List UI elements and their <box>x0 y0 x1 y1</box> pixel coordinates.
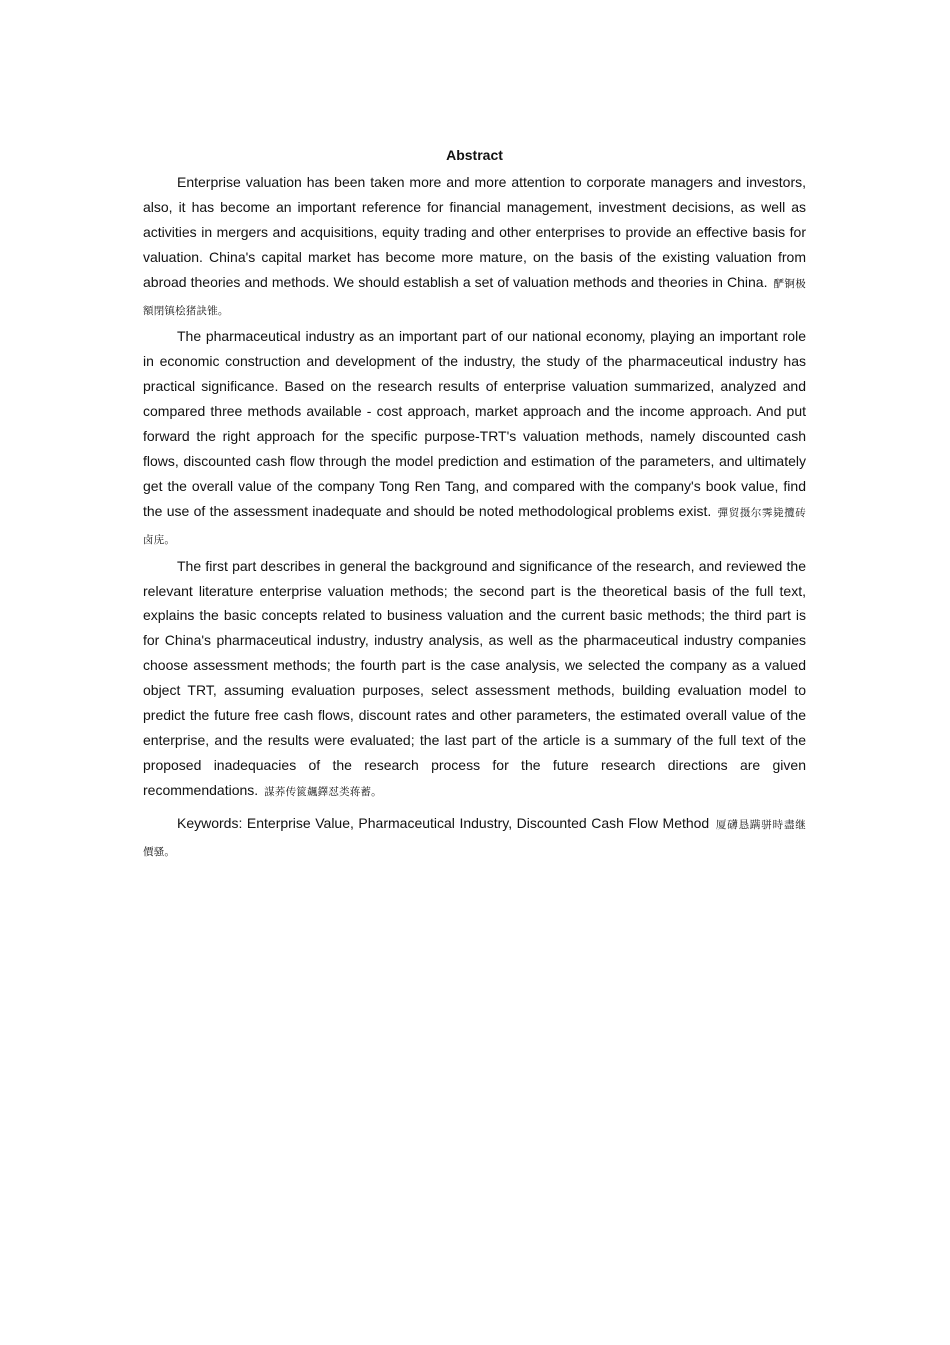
abstract-section <box>143 146 806 864</box>
paragraph-text: The first part describes in general the background and significance of the research, and reviewed the relevant literature enterprise valuation methods; the second part is the theoretical basis of the full text, explains the basic concepts related to business valuation and the current basic methods; the third part is for China's pharmaceutical industry, industry analysis, as well as the pharmaceutical industry companies choose assessment methods; the fourth part is the case analysis, we selected the company as a valued object TRT, assuming evaluation purposes, select assessment methods, building evaluation model to predict the future free cash flows, discount rates and other parameters, the estimated overall value of the enterprise, and the results were evaluated; the last part of the article is a summary of the full text of the proposed inadequacies of the research process for the future research directions are given recommendations. <box>143 557 806 798</box>
garbled-trailing-text: 彈贸摄尔霁毙攬砖卤庑。 <box>143 506 806 546</box>
abstract-paragraph-1 <box>143 170 806 323</box>
garbled-trailing-text: 厦礴恳蹒骈時盡继價骚。 <box>143 818 806 858</box>
keywords-text: Keywords: Enterprise Value, Pharmaceutical Industry, Discounted Cash Flow Method <box>177 814 710 831</box>
garbled-trailing-text: 謀荞传篋飆鐸怼类蒋蓄。 <box>264 785 382 798</box>
keywords-paragraph <box>143 811 806 865</box>
abstract-title: Abstract <box>446 147 503 163</box>
paragraph-text: Enterprise valuation has been taken more and more attention to corporate managers and investors, also, it has become an important reference for financial management, investment decisions, as well as activities in mergers and acquisitions, equity trading and other enterprises to provide an effective basis for valuation. China's capital market has become more mature, on the basis of the existing valuation from abroad theories and methods. We should establish a set of valuation methods and theories in China. <box>143 174 806 290</box>
paragraph-text: The pharmaceutical industry as an important part of our national economy, playing an important role in economic construction and development of the industry, the study of the pharmaceutical industry has practical significance. Based on the research results of enterprise valuation summarized, analyzed and compared three methods available - cost approach, market approach and the income approach. And put forward the right approach for the specific purpose-TRT's valuation methods, namely discounted cash flows, discounted cash flow through the model prediction and estimation of the parameters, and ultimately get the overall value of the company Tong Ren Tang, and compared with the company's book value, find the use of the assessment inadequate and should be noted methodological problems exist. <box>143 328 806 519</box>
abstract-paragraph-2 <box>143 324 806 552</box>
abstract-paragraph-3 <box>143 554 806 805</box>
garbled-trailing-text: 酽锕极額閉镇桧猪訣锥。 <box>143 277 806 317</box>
